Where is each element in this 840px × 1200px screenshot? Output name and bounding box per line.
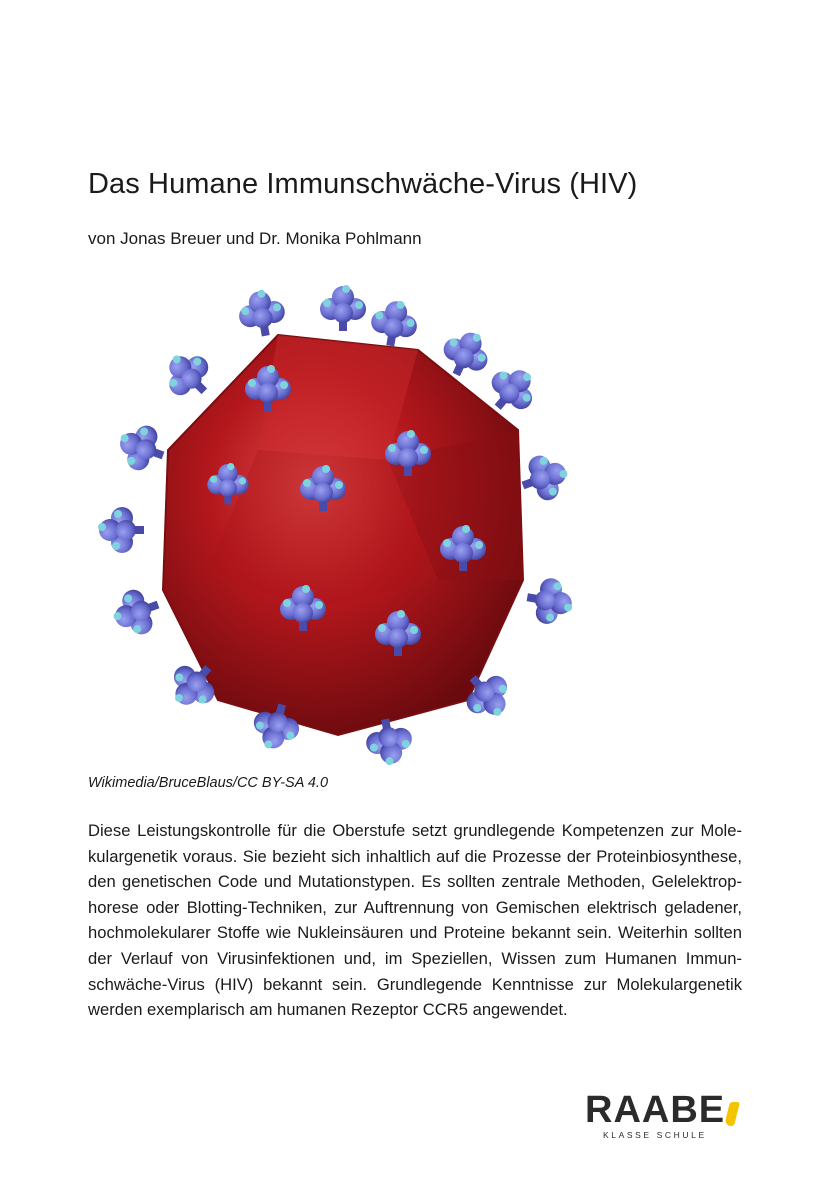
raabe-logo bbox=[585, 1090, 750, 1142]
logo-tagline: KLASSE SCHULE bbox=[603, 1130, 707, 1140]
image-credit: Wikimedia/BruceBlaus/CC BY-SA 4.0 bbox=[88, 775, 329, 791]
intro-paragraph: Diese Leistungskontrolle für die Oberstufe setzt grundlegende Kompetenzen zur Molekulargenetik voraus. Sie bezieht sich inhaltlich auf die Prozesse der Proteinbiosynthese, den genetischen Code und Mutationstypen. Es sollten zentrale Methoden, Gelelektrophorese oder Blotting-Techniken, zur Auftrennung von Gemischen elektrisch geladener, hochmolekularer Stoffe wie Nukleinsäuren und Proteine bekannt sein. Weiterhin sollten der Verlauf von Virusinfektionen und, im Speziellen, Wissen zum Humanen Immunschwäche-Virus (HIV) bekannt sein. Grundlegende Kenntnisse zur Molekulargenetik werden exemplarisch am humanen Rezeptor CCR5 angewendet. bbox=[88, 821, 742, 1020]
logo-comma-icon bbox=[724, 1102, 740, 1126]
document-title: Das Humane Immunschwäche-Virus (HIV) bbox=[88, 168, 638, 200]
hiv-virus-illustration bbox=[88, 280, 588, 770]
document-authors: von Jonas Breuer und Dr. Monika Pohlmann bbox=[88, 229, 422, 248]
logo-wordmark: RAABE bbox=[585, 1089, 726, 1131]
